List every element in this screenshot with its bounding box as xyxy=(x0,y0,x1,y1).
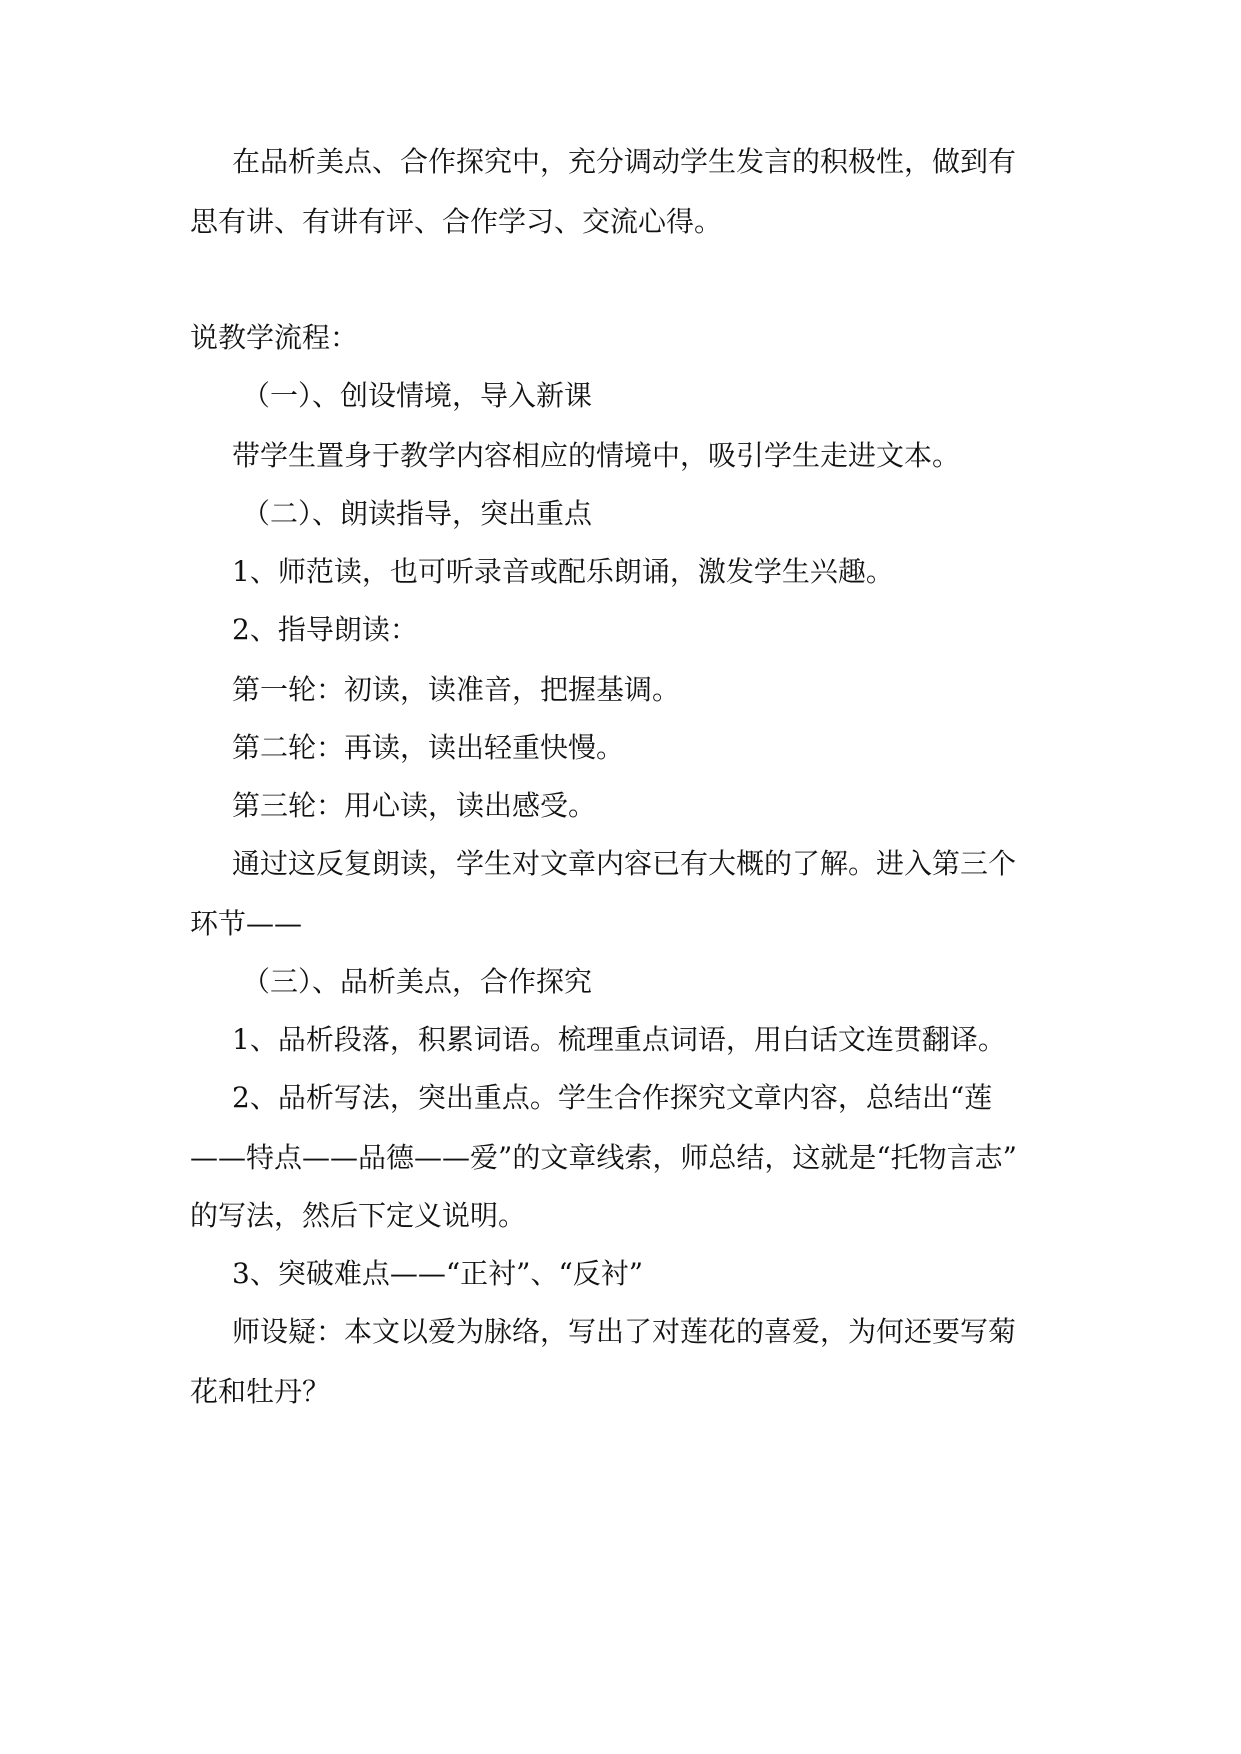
text-line: 的写法，然后下定义说明。 xyxy=(190,1199,527,1232)
section-heading: 说教学流程： xyxy=(190,321,359,354)
subsection-heading: （一）、创设情境，导入新课 xyxy=(242,379,593,412)
list-item: 第一轮：初读，读准音，把握基调。 xyxy=(232,673,681,706)
subsection-heading: （三）、品析美点，合作探究 xyxy=(242,965,593,998)
list-item: 2、指导朗读： xyxy=(232,613,418,646)
text-line: 环节—— xyxy=(190,907,303,940)
subsection-heading: （二）、朗读指导，突出重点 xyxy=(242,497,593,530)
text-line: 花和牡丹？ xyxy=(190,1375,331,1408)
text-line: 师设疑：本文以爱为脉络，写出了对莲花的喜爱，为何还要写菊 xyxy=(232,1315,1017,1348)
text-line: 带学生置身于教学内容相应的情境中，吸引学生走进文本。 xyxy=(232,439,961,472)
list-item: 1、师范读，也可听录音或配乐朗诵，激发学生兴趣。 xyxy=(232,555,894,588)
list-item: 第二轮：再读，读出轻重快慢。 xyxy=(232,731,625,764)
text-line: 在品析美点、合作探究中，充分调动学生发言的积极性，做到有 xyxy=(232,145,1017,178)
list-item: 1、品析段落，积累词语。梳理重点词语，用白话文连贯翻译。 xyxy=(232,1023,1006,1056)
list-item: 第三轮：用心读，读出感受。 xyxy=(232,789,597,822)
list-item: 2、品析写法，突出重点。学生合作探究文章内容，总结出“莲 xyxy=(232,1081,993,1114)
list-item: 3、突破难点——“正衬”、“反衬” xyxy=(232,1257,644,1290)
text-line: 思有讲、有讲有评、合作学习、交流心得。 xyxy=(190,205,723,238)
text-line: ——特点——品德——爱”的文章线索，师总结，这就是“托物言志” xyxy=(190,1141,1017,1174)
text-line: 通过这反复朗读，学生对文章内容已有大概的了解。进入第三个 xyxy=(232,847,1017,880)
